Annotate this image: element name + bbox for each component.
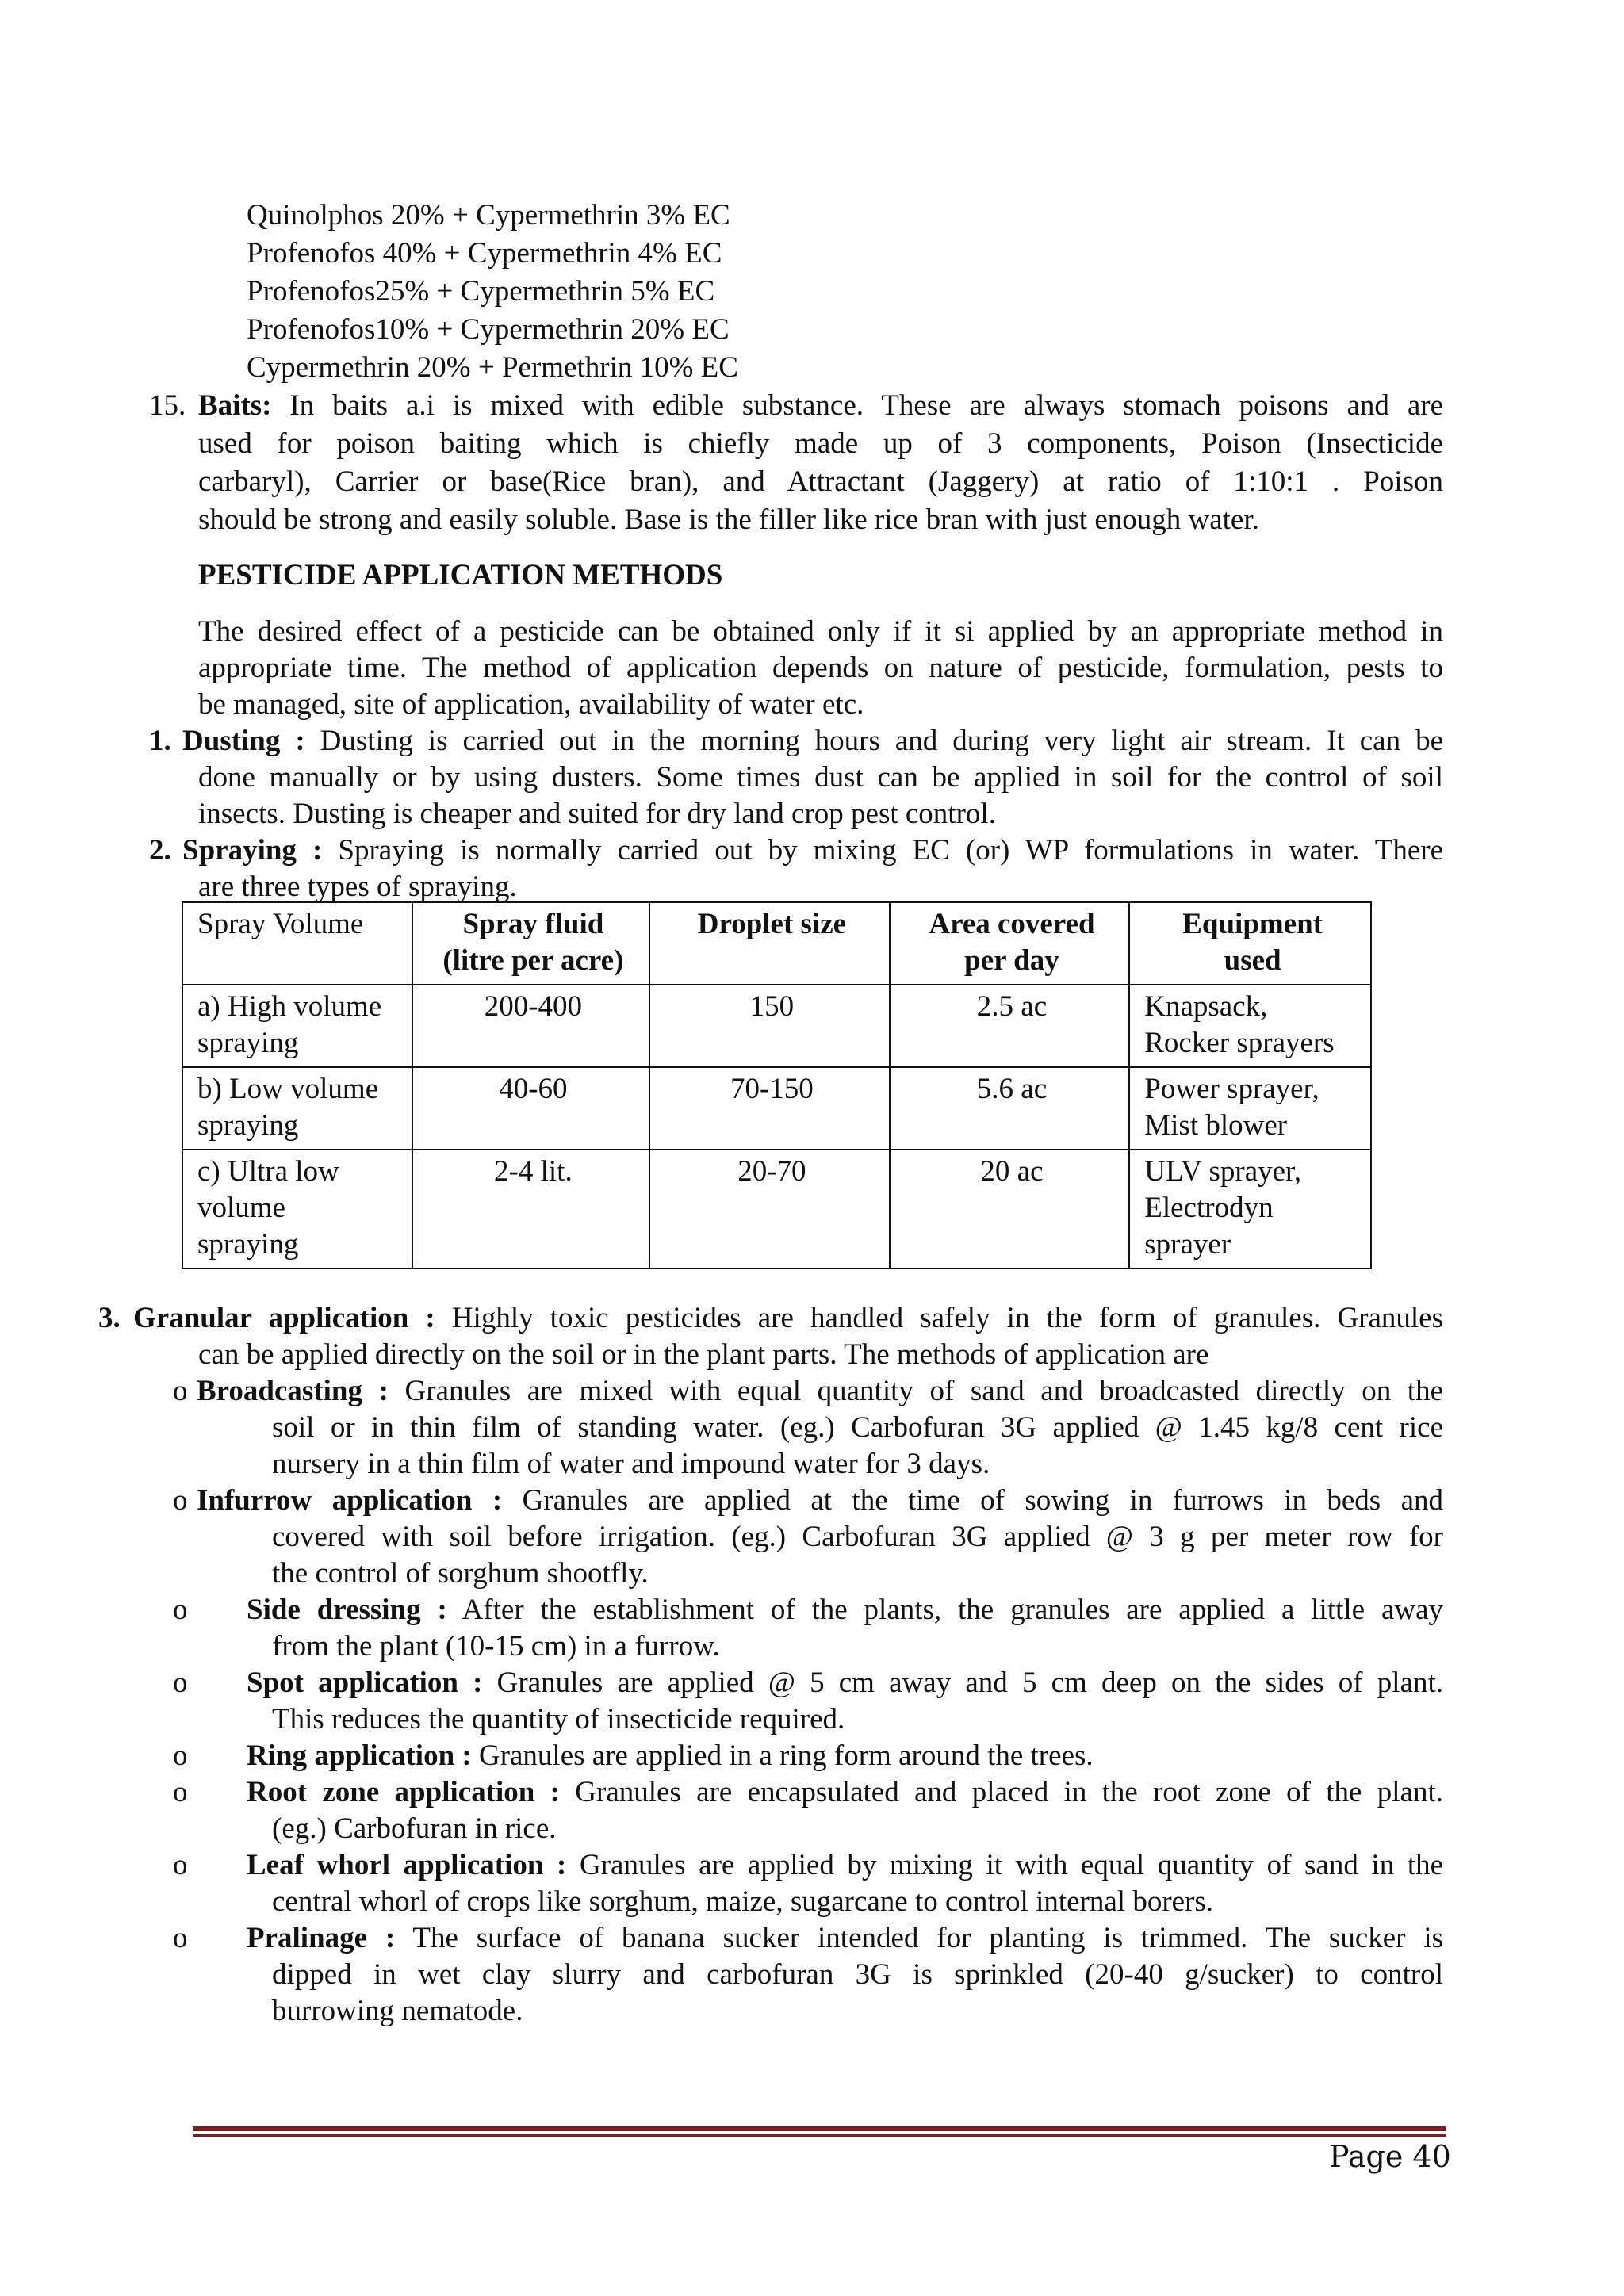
cell-fluid: 2-4 lit. (412, 1150, 650, 1269)
table-row (182, 1150, 1371, 1269)
bullet-marker: o (173, 1375, 188, 1407)
bullet-marker: o (173, 1776, 188, 1808)
spraying-line: are three types of spraying. (198, 871, 517, 903)
cell-droplet: 20-70 (649, 1150, 890, 1269)
header-spray-volume: Spray Volume (182, 902, 412, 985)
spraying-title: Spraying : (182, 834, 323, 867)
broadcasting-line: nursery in a thin film of water and impound water for 3 days. (272, 1448, 990, 1480)
pralinage-line: burrowing nematode. (272, 1995, 523, 2027)
side-dressing-item: Side dressing : After the establishment of the plants, the granules are applied a little away (247, 1594, 1444, 1626)
broadcasting-item: Broadcasting : Granules are mixed with equal quantity of sand and broadcasted directly on the (197, 1375, 1443, 1407)
spot-application-line: This reduces the quantity of insecticide required. (272, 1703, 845, 1735)
cell-area: 2.5 ac (890, 985, 1130, 1067)
table-row (182, 985, 1371, 1067)
footer-rule-thin (193, 2134, 1446, 2137)
infurrow-line: covered with soil before irrigation. (eg.) Carbofuran 3G applied @ 3 g per meter row for (272, 1521, 1443, 1553)
root-zone-title: Root zone application : (247, 1776, 560, 1808)
footer-rule (193, 2126, 1446, 2131)
baits-line: should be strong and easily soluble. Base is the filler like rice bran with just enough water. (198, 503, 1259, 536)
cell-equipment: Power sprayer, Mist blower (1129, 1067, 1371, 1150)
cell-area: 20 ac (890, 1150, 1130, 1269)
infurrow-item: Infurrow application : Granules are applied at the time of sowing in furrows in beds and (197, 1484, 1443, 1517)
infurrow-line: the control of sorghum shootfly. (272, 1557, 649, 1590)
pralinage-item: Pralinage : The surface of banana sucker intended for planting is trimmed. The sucker is (247, 1922, 1444, 1954)
dusting-paragraph (182, 723, 1443, 760)
spot-application-item: Spot application : Granules are applied @ 5 cm away and 5 cm deep on the sides of plant. (247, 1667, 1443, 1699)
spraying-line: Spraying is normally carried out by mixing EC (or) WP formulations in water. There (338, 834, 1443, 867)
baits-line: carbaryl), Carrier or base(Rice bran), and Attractant (Jaggery) at ratio of 1:10:1 . Poison (198, 465, 1443, 498)
cell-fluid: 40-60 (412, 1067, 650, 1150)
leaf-whorl-title: Leaf whorl application : (247, 1849, 567, 1881)
formulation-line: Profenofos10% + Cypermethrin 20% EC (247, 313, 730, 346)
table-row (182, 1067, 1371, 1150)
cell-volume: a) High volume spraying (182, 985, 412, 1067)
cell-droplet: 150 (649, 985, 890, 1067)
spraying-paragraph (182, 832, 1443, 869)
leaf-whorl-item: Leaf whorl application : Granules are applied by mixing it with equal quantity of sand in the (247, 1849, 1444, 1881)
granular-title: Granular application : (133, 1302, 435, 1334)
bullet-marker: o (173, 1922, 188, 1954)
spraying-number: 2. (149, 834, 171, 867)
dusting-line: insects. Dusting is cheaper and suited for dry land crop pest control. (198, 798, 996, 830)
table-header-row (182, 902, 1371, 985)
header-area-covered: Area covered per day (890, 902, 1130, 985)
bullet-marker: o (173, 1849, 188, 1881)
granular-paragraph (133, 1300, 1443, 1337)
ring-application-title: Ring application : (247, 1739, 472, 1772)
intro-line: appropriate time. The method of application depends on nature of pesticide, formulation, pests to (198, 652, 1443, 684)
formulation-line: Profenofos 40% + Cypermethrin 4% EC (247, 237, 722, 270)
header-droplet-size: Droplet size (649, 902, 890, 985)
cell-area: 5.6 ac (890, 1067, 1130, 1150)
intro-line: be managed, site of application, availability of water etc. (198, 688, 864, 721)
baits-number: 15. (149, 389, 186, 422)
granular-number: 3. (98, 1302, 121, 1334)
bullet-marker: o (173, 1484, 188, 1517)
broadcasting-line: soil or in thin film of standing water. (eg.) Carbofuran 3G applied @ 1.45 kg/8 cent rice (272, 1411, 1443, 1444)
baits-paragraph (198, 388, 1443, 424)
cell-fluid: 200-400 (412, 985, 650, 1067)
dusting-line: Dusting is carried out in the morning hours and during very light air stream. It can be (320, 725, 1443, 757)
bullet-marker: o (173, 1667, 188, 1699)
section-heading: PESTICIDE APPLICATION METHODS (198, 559, 723, 591)
cell-volume: c) Ultra low volume spraying (182, 1150, 412, 1269)
spot-application-title: Spot application : (247, 1667, 483, 1699)
formulation-line: Quinolphos 20% + Cypermethrin 3% EC (247, 199, 730, 232)
granular-line: can be applied directly on the soil or in the plant parts. The methods of application are (198, 1338, 1209, 1371)
formulation-line: Cypermethrin 20% + Permethrin 10% EC (247, 351, 738, 384)
baits-title: Baits: (198, 389, 272, 422)
pralinage-line: dipped in wet clay slurry and carbofuran 3G is sprinkled (20-40 g/sucker) to control (272, 1958, 1443, 1991)
header-spray-fluid: Spray fluid (litre per acre) (412, 902, 650, 985)
ring-application-item: Ring application : Granules are applied in a ring form around the trees. (247, 1739, 1094, 1772)
cell-equipment: Knapsack, Rocker sprayers (1129, 985, 1371, 1067)
leaf-whorl-line: central whorl of crops like sorghum, maize, sugarcane to control internal borers. (272, 1885, 1214, 1918)
bullet-marker: o (173, 1739, 188, 1772)
dusting-title: Dusting : (182, 725, 305, 757)
formulation-line: Profenofos25% + Cypermethrin 5% EC (247, 275, 715, 308)
dusting-line: done manually or by using dusters. Some times dust can be applied in soil for the control of soil (198, 761, 1443, 794)
cell-droplet: 70-150 (649, 1067, 890, 1150)
cell-equipment: ULV sprayer, Electrodyn sprayer (1129, 1150, 1371, 1269)
root-zone-item: Root zone application : Granules are encapsulated and placed in the root zone of the plant. (247, 1776, 1443, 1808)
pralinage-title: Pralinage : (247, 1922, 396, 1954)
baits-line: used for poison baiting which is chiefly made up of 3 components, Poison (Insecticide (198, 427, 1443, 460)
bullet-marker: o (173, 1594, 188, 1626)
dusting-number: 1. (149, 725, 171, 757)
header-equipment: Equipment used (1129, 902, 1371, 985)
spray-table (182, 901, 1372, 1269)
intro-line: The desired effect of a pesticide can be obtained only if it si applied by an appropriate method in (198, 615, 1443, 648)
page-number: Page 40 (1329, 2139, 1451, 2174)
root-zone-line: (eg.) Carbofuran in rice. (272, 1812, 557, 1845)
cell-volume: b) Low volume spraying (182, 1067, 412, 1150)
side-dressing-line: from the plant (10-15 cm) in a furrow. (272, 1630, 720, 1663)
infurrow-title: Infurrow application : (197, 1484, 503, 1517)
side-dressing-title: Side dressing : (247, 1594, 447, 1626)
baits-line: In baits a.i is mixed with edible substance. These are always stomach poisons and are (289, 389, 1444, 422)
broadcasting-title: Broadcasting : (197, 1375, 389, 1407)
granular-line: Highly toxic pesticides are handled safely in the form of granules. Granules (451, 1302, 1444, 1334)
